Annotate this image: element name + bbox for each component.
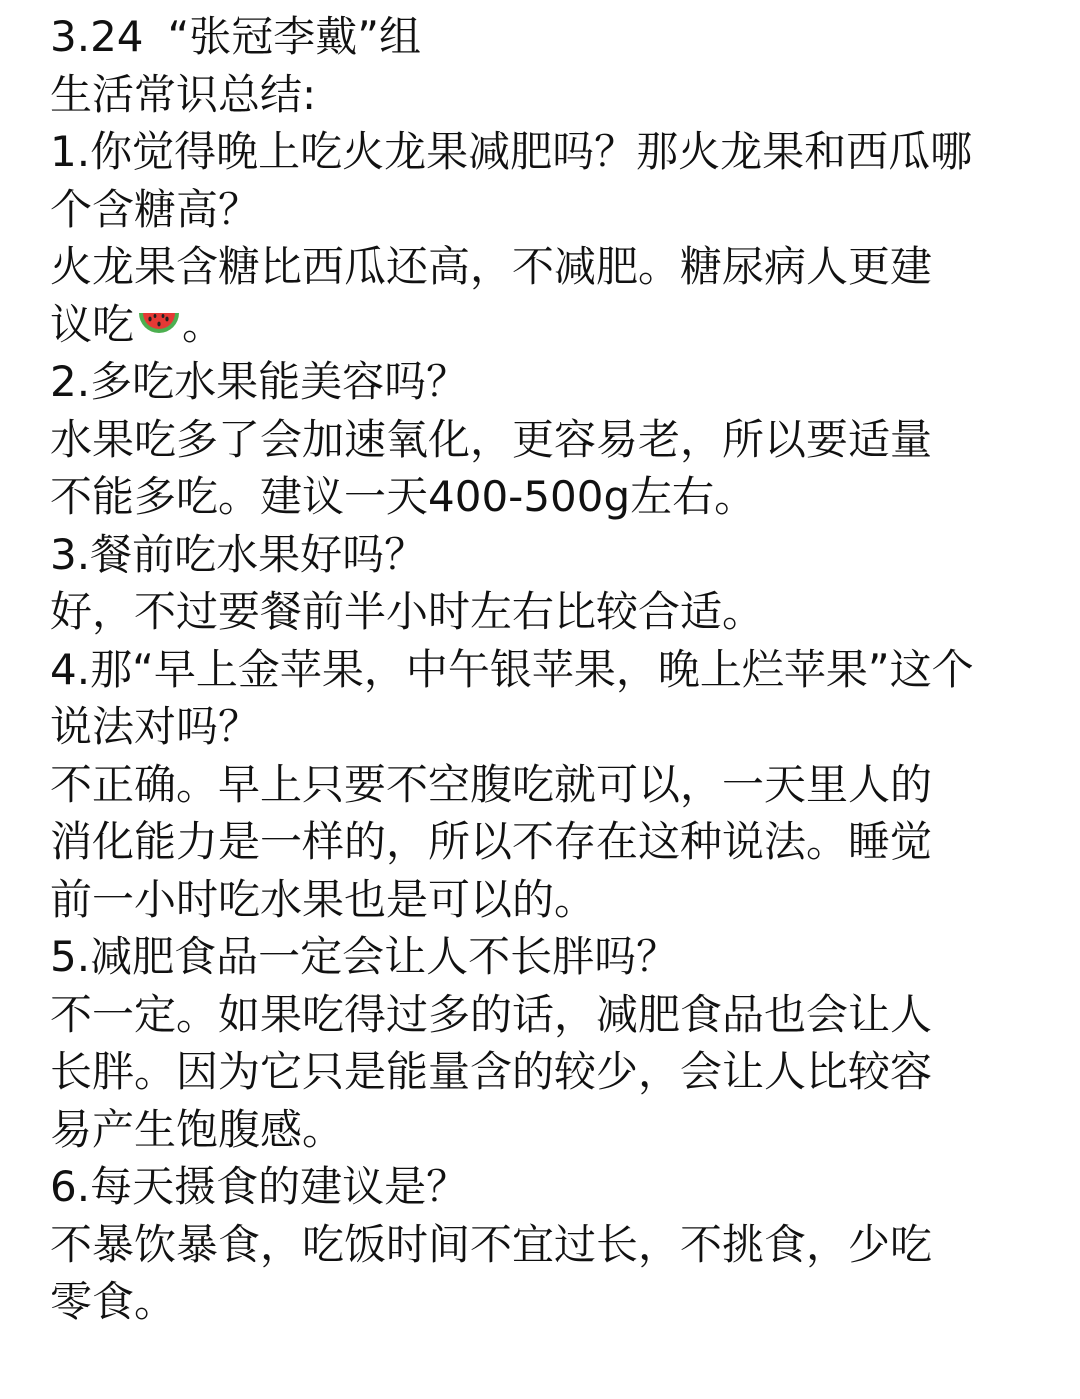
answer-5-line-1: 不一定。如果吃得过多的话，减肥食品也会让人 xyxy=(50,989,933,1039)
answer-5-line-3: 易产生饱腹感。 xyxy=(50,1104,345,1154)
answer-4-line-1: 不正确。早上只要不空腹吃就可以，一天里人的 xyxy=(50,759,933,809)
watermelon-icon xyxy=(136,299,182,345)
answer-2-line-2: 不能多吃。建议一天400-500g左右。 xyxy=(50,472,757,521)
answer-1-line-2 xyxy=(50,296,1050,354)
question-4-line-2: 说法对吗？ xyxy=(50,702,261,751)
answer-1-tail-text: 议吃 xyxy=(50,299,135,349)
note-date: 3.24 xyxy=(50,12,144,61)
question-3-line-1: 3.餐前吃水果好吗？ xyxy=(50,529,427,579)
group-name: “张冠李戴”组 xyxy=(167,12,422,61)
question-5-line-1: 5.减肥食品一定会让人不长胖吗？ xyxy=(50,932,679,981)
answer-4-line-2: 消化能力是一样的，所以不存在这种说法。睡觉 xyxy=(50,817,933,866)
answer-6-line-1: 不暴饮暴食，吃饭时间不宜过长，不挑食，少吃 xyxy=(50,1219,933,1269)
question-1-line-1: 1.你觉得晚上吃火龙果减肥吗？那火龙果和西瓜哪 xyxy=(50,127,973,176)
answer-5-line-2: 长胖。因为它只是能量含的较少，会让人比较容 xyxy=(50,1047,933,1096)
answer-2-line-1: 水果吃多了会加速氧化，更容易老，所以要适量 xyxy=(50,414,933,464)
note-body xyxy=(50,8,1050,1331)
question-1-line-2: 个含糖高？ xyxy=(50,184,261,234)
summary-title: 生活常识总结: xyxy=(50,69,317,119)
question-6-line-1: 6.每天摄食的建议是？ xyxy=(50,1162,469,1211)
question-4-line-1: 4.那“早上金苹果，中午银苹果，晚上烂苹果”这个 xyxy=(50,644,974,694)
answer-6-line-2: 零食。 xyxy=(50,1277,177,1326)
answer-1-tail-suffix: 。 xyxy=(182,299,225,349)
answer-3-line-1: 好，不过要餐前半小时左右比较合适。 xyxy=(50,587,765,636)
answer-4-line-3: 前一小时吃水果也是可以的。 xyxy=(50,874,597,924)
header-line xyxy=(50,8,1050,66)
answer-1-line-1: 火龙果含糖比西瓜还高，不减肥。糖尿病人更建 xyxy=(50,242,933,291)
question-2-line-1: 2.多吃水果能美容吗？ xyxy=(50,357,469,406)
